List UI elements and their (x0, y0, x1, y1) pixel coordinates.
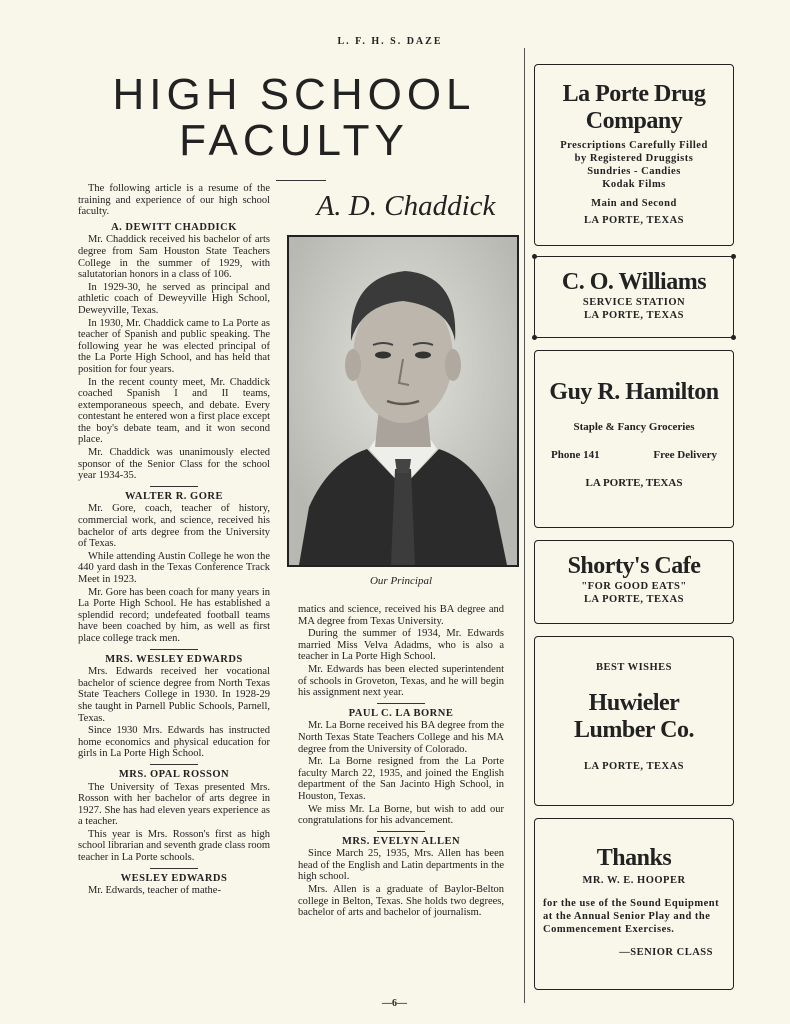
principal-name: A. D. Chaddick (316, 190, 496, 222)
ad-drug-line: Main and Second (591, 198, 677, 209)
heading-mrs-edwards: MRS. WESLEY EDWARDS (105, 653, 243, 665)
intro-paragraph: The following article is a resume of the training and experience of our high school faculty. (78, 183, 270, 218)
ad-thanks-line: MR. W. E. HOOPER (582, 875, 686, 886)
ad-thanks-sign: —SENIOR CLASS (619, 947, 713, 958)
title-line-2: FACULTY (179, 116, 409, 165)
paragraph: We miss Mr. La Borne, but wish to add our congratulations for his advancement. (298, 803, 504, 827)
paragraph: Mr. La Borne resigned from the La Porte faculty March 22, 1935, and joined the English department of the San Jacinto High School, in Houston, Texas. (298, 756, 504, 802)
ad-thanks-body: for the use of the Sound Equipment at the Annual Senior Play and the Commencement Exercises. (543, 898, 720, 935)
ad-guy-hamilton (534, 350, 734, 528)
ad-hamilton-line: LA PORTE, TEXAS (585, 477, 683, 489)
heading-allen: MRS. EVELYN ALLEN (341, 835, 461, 847)
portrait-illustration (289, 237, 517, 565)
ad-shorty-line: "FOR GOOD EATS" (581, 581, 687, 592)
ad-drug-line: Kodak Films (602, 179, 666, 190)
paragraph: Mr. Gore has been coach for many years in La Porte High School. He has established a splendid record; undefeated football teams have been coached by him, as well as first place college track men. (78, 586, 270, 644)
paragraph: Since 1930 Mrs. Edwards has instructed home economics and physical education for girls in La Porte High School. (78, 725, 270, 760)
ad-drug-line: Prescriptions Carefully Filled (560, 140, 708, 151)
paragraph: Mrs. Edwards received her vocational bachelor of science degree from North Texas State Teachers College in 1930. In 1928-29 she taught in Parnell Public Schools, Parnell, Texas. (78, 666, 270, 724)
paragraph: During the summer of 1934, Mr. Edwards married Miss Velva Adadms, who is also a teacher in La Porte High School. (298, 628, 504, 663)
ad-shorty-name: Shorty's Cafe (567, 553, 701, 579)
ad-drug-line: by Registered Druggists (574, 153, 694, 164)
heading-rosson: MRS. OPAL ROSSON (118, 768, 230, 780)
ad-hamilton-name: Guy R. Hamilton (549, 379, 719, 405)
principal-photo (287, 235, 519, 567)
paragraph: In 1929-30, he served as principal and athletic coach of Deweyville High School, Deweyville, Texas. (78, 281, 270, 316)
paragraph: In the recent county meet, Mr. Chaddick coached Spanish I and II teams, extemporaneous speech, and debate. Every contestant he entered won a first place except the boy's debate team, and it won second place. (78, 376, 270, 446)
corner-dot (731, 335, 736, 340)
ad-williams-name: C. O. Williams (561, 269, 707, 295)
ad-drug-name-2: Company (585, 108, 683, 134)
ad-huwieler-top: BEST WISHES (595, 662, 673, 673)
ad-williams-line: LA PORTE, TEXAS (583, 310, 684, 321)
page-title (84, 72, 504, 164)
paragraph: Mr. Edwards, teacher of mathe- (88, 885, 221, 897)
corner-dot (532, 254, 537, 259)
ad-hamilton-row (535, 448, 733, 462)
heading-wesley-edwards: WESLEY EDWARDS (120, 872, 228, 884)
ad-hamilton-phone: Phone 141 (551, 449, 600, 461)
title-line-1: HIGH SCHOOL (112, 70, 476, 119)
paragraph: Since March 25, 1935, Mrs. Allen has been head of the English and Latin departments in the high school. (298, 848, 504, 883)
ad-huwieler-line: LA PORTE, TEXAS (583, 761, 684, 772)
column-rule (524, 48, 525, 1003)
paragraph: Mr. Edwards has been elected superintendent of schools in Groveton, Texas, and he will begin his assignment next year. (298, 663, 504, 699)
paragraph: Mr. Chaddick received his bachelor of arts degree from Sam Houston State Teachers College in the summer of 1929, with salutatorian honors in a class of 106. (78, 234, 270, 281)
page-number: —6— (382, 998, 407, 1009)
heading-chaddick: A. DEWITT CHADDICK (111, 221, 237, 233)
paragraph: This year is Mrs. Rosson's first as high school librarian and seventh grade class room teacher in La Porte schools. (78, 828, 270, 864)
paragraph: matics and science, received his BA degree and MA degree from Texas University. (298, 604, 504, 627)
corner-dot (731, 254, 736, 259)
ad-shortys-cafe (534, 540, 734, 624)
photo-caption: Our Principal (369, 575, 433, 587)
ad-hamilton-line: Staple & Fancy Groceries (573, 421, 695, 433)
ad-thanks (534, 818, 734, 990)
paragraph: The University of Texas presented Mrs. Rosson with her bachelor of arts degree in 1927. She has had eleven years experience as a teacher. (78, 781, 270, 828)
ad-drug-line: LA PORTE, TEXAS (583, 215, 684, 226)
ad-thanks-title: Thanks (596, 845, 672, 871)
ad-co-williams (534, 256, 734, 338)
paragraph: In 1930, Mr. Chaddick came to La Porte as teacher of Spanish and public speaking. The following year he was elected principal of the La Porte High School, and has held that position for four years. (78, 317, 270, 375)
ad-huwieler-lumber (534, 636, 734, 806)
column-2 (298, 604, 504, 920)
paragraph: Mr. La Borne received his BA degree from the North Texas State Teachers College and his MA degree from the University of Colorado. (298, 720, 504, 755)
section-divider (150, 868, 198, 869)
ad-drug-name-1: La Porte Drug (562, 81, 706, 107)
heading-gore: WALTER R. GORE (125, 490, 223, 502)
ad-huwieler-name-1: Huwieler (588, 690, 680, 716)
ad-shorty-line: LA PORTE, TEXAS (583, 594, 684, 605)
running-head: L. F. H. S. DAZE (337, 36, 443, 47)
title-rule (276, 180, 326, 181)
ad-drug-line: Sundries - Candies (587, 166, 681, 177)
section-divider (150, 649, 198, 650)
column-1 (78, 183, 270, 898)
ad-huwieler-name-2: Lumber Co. (574, 717, 694, 743)
heading-la-borne: PAUL C. LA BORNE (348, 707, 454, 719)
paragraph: While attending Austin College he won the 440 yard dash in the Texas Conference Track Meet in 1923. (78, 550, 270, 585)
section-divider (150, 486, 198, 487)
section-divider (150, 764, 198, 765)
ad-la-porte-drug (534, 64, 734, 246)
section-divider (377, 831, 425, 832)
paragraph: Mr. Chaddick was unanimously elected sponsor of the Senior Class for the school year 1934-35. (78, 447, 270, 482)
ad-hamilton-delivery: Free Delivery (653, 449, 717, 461)
corner-dot (532, 335, 537, 340)
paragraph: Mr. Gore, coach, teacher of history, commercial work, and science, received his bachelor of arts degree from the University of Texas. (78, 503, 270, 550)
ad-williams-line: SERVICE STATION (582, 297, 686, 308)
section-divider (377, 703, 425, 704)
paragraph: Mrs. Allen is a graduate of Baylor-Belton college in Belton, Texas. She holds two degrees, bachelor of arts and bachelor of journalism. (298, 884, 504, 919)
